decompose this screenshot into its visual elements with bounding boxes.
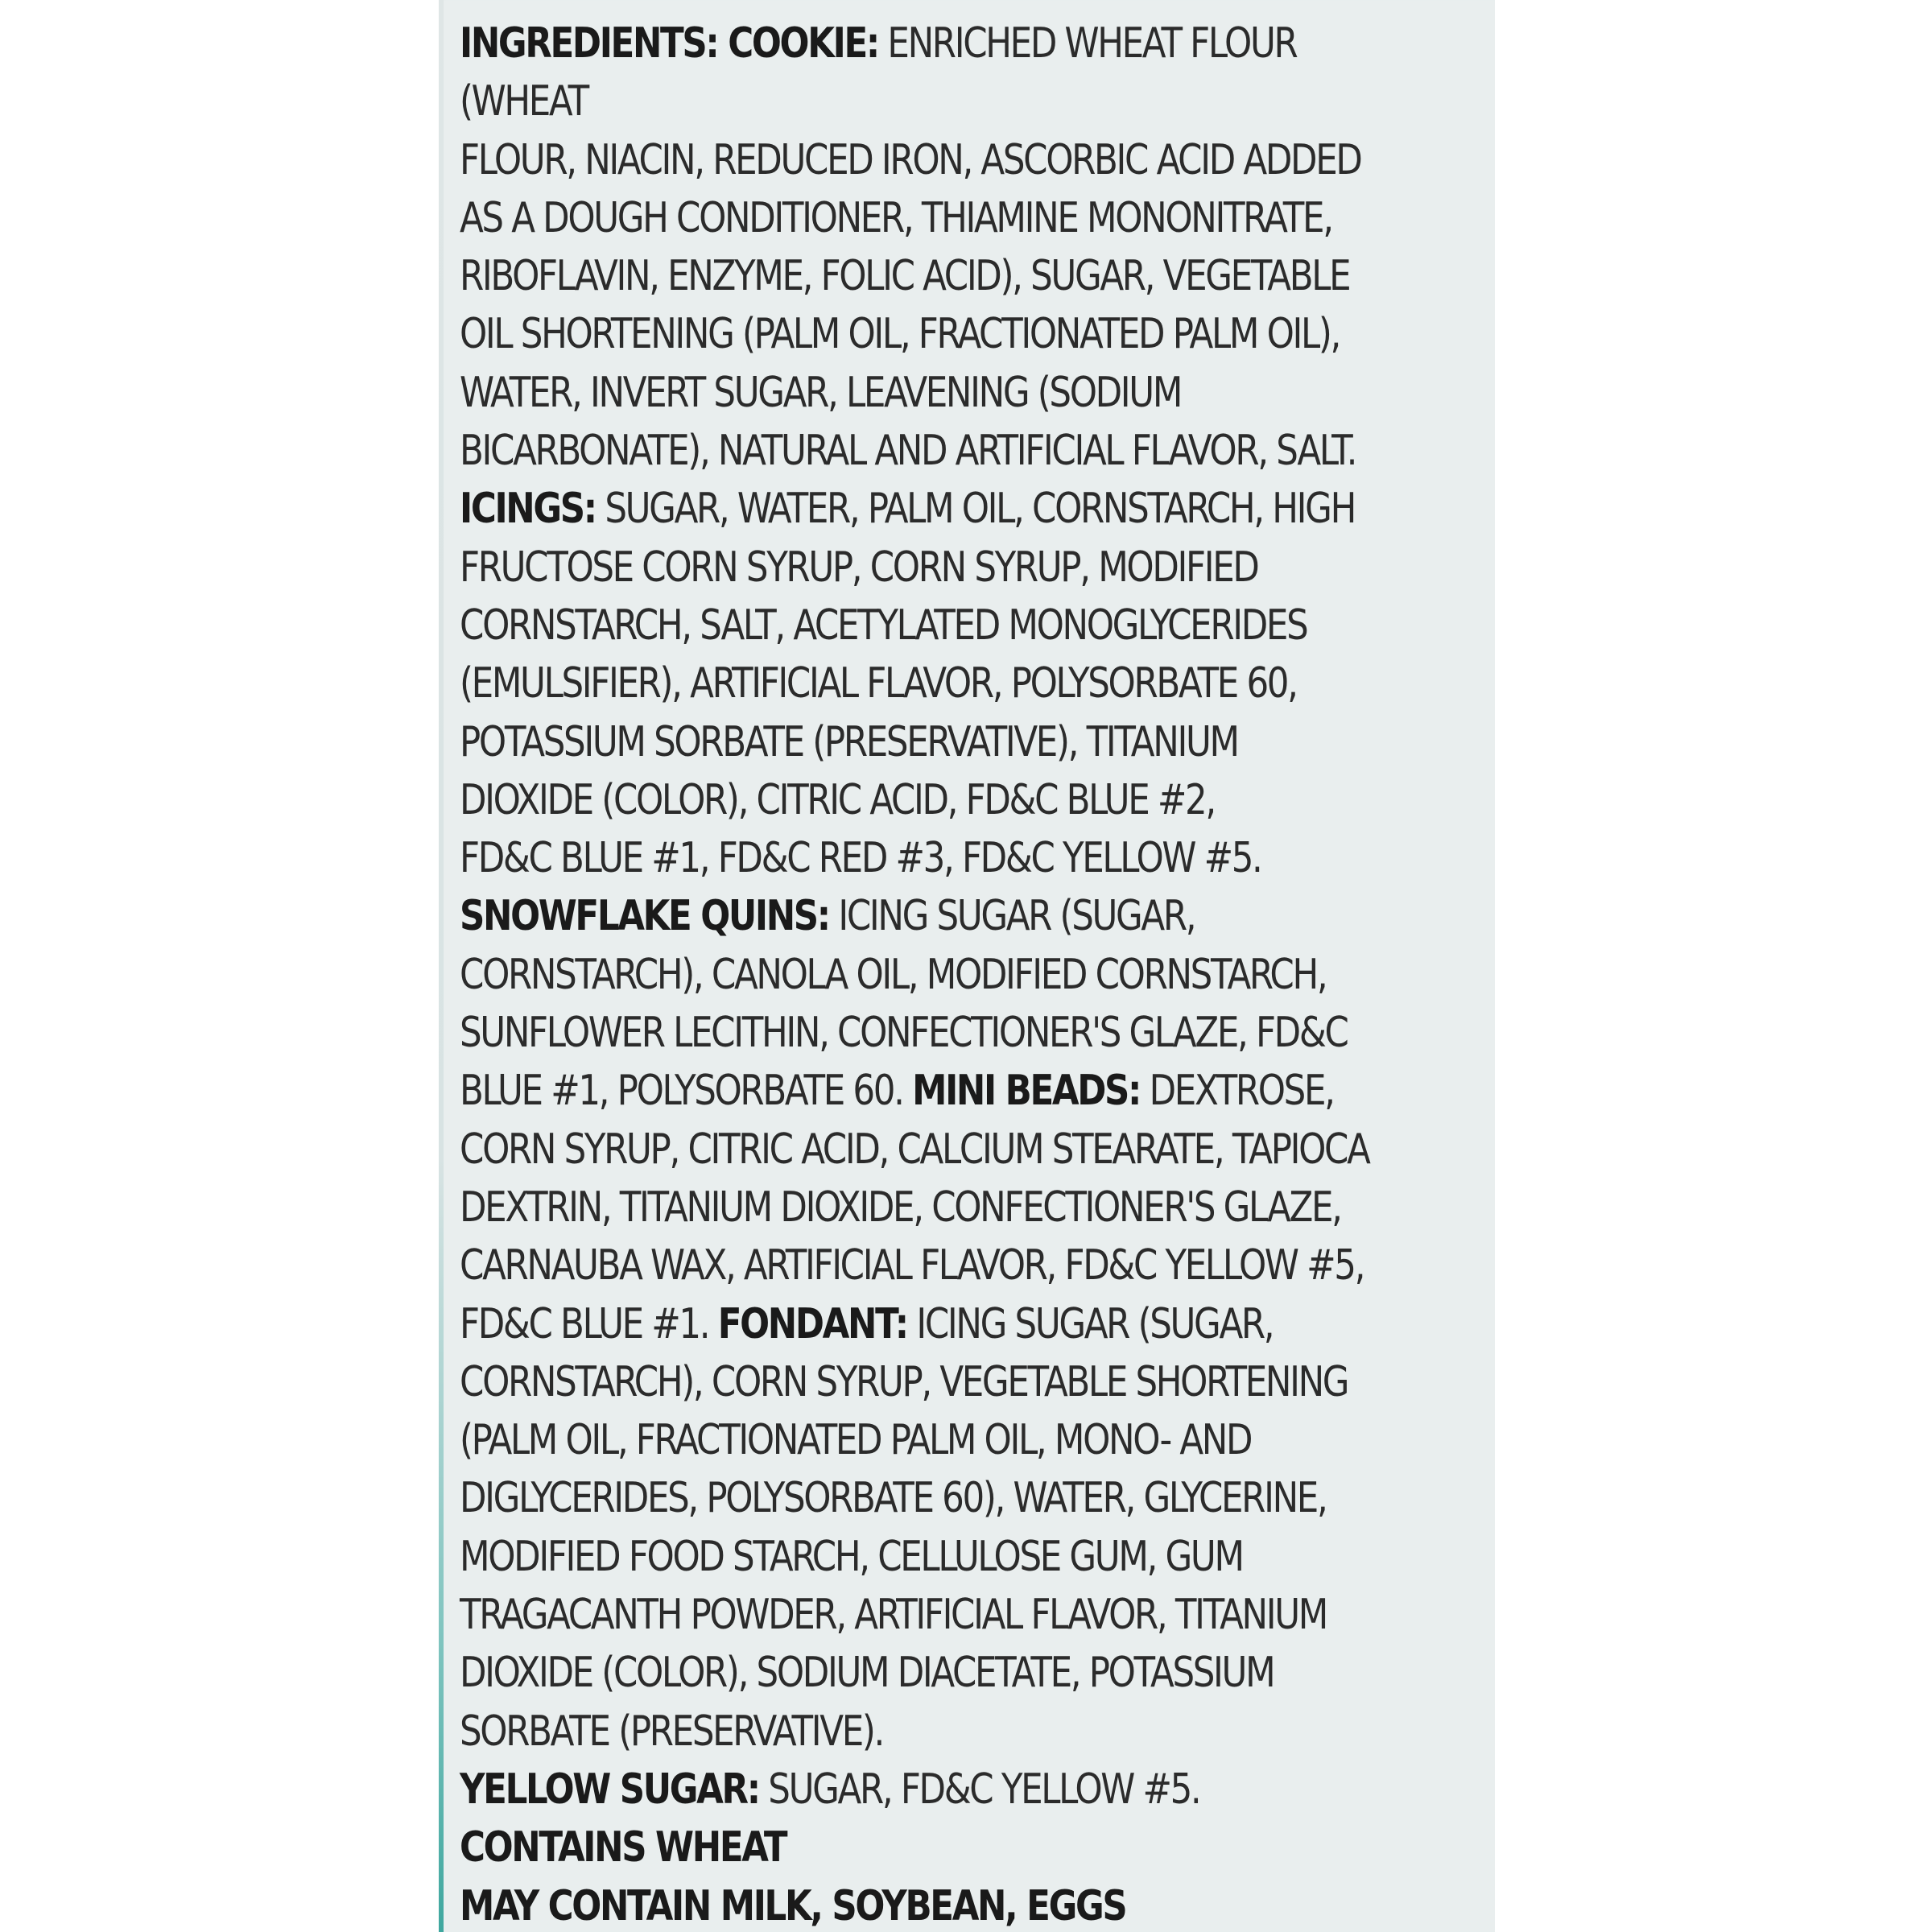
ingredient-line <box>460 597 1410 654</box>
section-heading: INGREDIENTS: COOKIE: <box>460 19 878 68</box>
ingredient-text: (PALM OIL, FRACTIONATED PALM OIL, MONO- AND <box>460 1416 1252 1465</box>
ingredient-line <box>460 654 1410 712</box>
ingredient-line <box>460 305 1410 363</box>
section-heading: YELLOW SUGAR: <box>460 1765 759 1814</box>
ingredient-text: DIGLYCERIDES, POLYSORBATE 60), WATER, GLYCERINE, <box>460 1474 1327 1523</box>
section-heading: MAY CONTAIN MILK, SOYBEAN, EGGS <box>460 1881 1126 1930</box>
ingredient-text: CORNSTARCH, SALT, ACETYLATED MONOGLYCERIDES <box>460 601 1307 650</box>
ingredients-label <box>460 14 1410 1932</box>
ingredient-line <box>460 771 1410 829</box>
ingredient-line <box>460 189 1410 247</box>
ingredient-text: FD&C BLUE #1. <box>460 1299 718 1348</box>
ingredient-text: SUNFLOWER LECITHIN, CONFECTIONER'S GLAZE, FD&C <box>460 1009 1348 1058</box>
ingredient-text: DEXTROSE, <box>1140 1067 1334 1116</box>
ingredient-line <box>460 1062 1410 1120</box>
ingredient-text: TRAGACANTH POWDER, ARTIFICIAL FLAVOR, TITANIUM <box>460 1591 1327 1640</box>
ingredient-line <box>460 14 1410 131</box>
ingredient-line <box>460 887 1410 945</box>
ingredient-line <box>460 1411 1410 1469</box>
ingredient-line <box>460 131 1410 189</box>
ingredient-text: CORNSTARCH), CANOLA OIL, MODIFIED CORNSTARCH, <box>460 950 1327 999</box>
ingredient-line <box>460 946 1410 1004</box>
ingredient-text: SUGAR, WATER, PALM OIL, CORNSTARCH, HIGH <box>595 485 1355 534</box>
ingredient-line <box>460 1121 1410 1179</box>
ingredient-line <box>460 364 1410 422</box>
ingredient-text: BLUE #1, POLYSORBATE 60. <box>460 1067 913 1116</box>
ingredient-text: CORN SYRUP, CITRIC ACID, CALCIUM STEARATE, TAPIOCA <box>460 1125 1369 1174</box>
ingredient-line <box>460 1761 1410 1818</box>
ingredient-line <box>460 247 1410 305</box>
ingredient-line <box>460 1703 1410 1761</box>
ingredient-line <box>460 480 1410 538</box>
ingredient-line <box>460 1818 1410 1876</box>
ingredient-text: BICARBONATE), NATURAL AND ARTIFICIAL FLAVOR, SALT. <box>460 427 1356 476</box>
ingredients-panel <box>439 0 1495 1932</box>
ingredient-text: RIBOFLAVIN, ENZYME, FOLIC ACID), SUGAR, VEGETABLE <box>460 252 1350 301</box>
ingredient-line <box>460 1528 1410 1586</box>
section-heading: SNOWFLAKE QUINS: <box>460 892 829 941</box>
ingredient-line <box>460 1644 1410 1702</box>
ingredient-text: (EMULSIFIER), ARTIFICIAL FLAVOR, POLYSORBATE 60, <box>460 659 1297 708</box>
ingredient-text: CARNAUBA WAX, ARTIFICIAL FLAVOR, FD&C YELLOW #5, <box>460 1241 1364 1290</box>
ingredient-text: ENRICHED WHEAT FLOUR (WHEAT <box>460 19 1297 126</box>
ingredient-text: SORBATE (PRESERVATIVE). <box>460 1707 884 1756</box>
ingredient-text: FD&C BLUE #1, FD&C RED #3, FD&C YELLOW #5. <box>460 834 1261 883</box>
ingredient-text: MODIFIED FOOD STARCH, CELLULOSE GUM, GUM <box>460 1532 1243 1581</box>
ingredient-text: OIL SHORTENING (PALM OIL, FRACTIONATED PALM OIL), <box>460 310 1340 359</box>
section-heading: MINI BEADS: <box>912 1067 1141 1116</box>
ingredient-text: CORNSTARCH), CORN SYRUP, VEGETABLE SHORTENING <box>460 1357 1348 1406</box>
ingredient-text: ICING SUGAR (SUGAR, <box>828 892 1195 941</box>
ingredient-line <box>460 539 1410 597</box>
ingredient-text: ICING SUGAR (SUGAR, <box>906 1299 1274 1348</box>
ingredient-text: AS A DOUGH CONDITIONER, THIAMINE MONONITRATE, <box>460 193 1332 242</box>
ingredient-line <box>460 1469 1410 1527</box>
ingredient-text: FRUCTOSE CORN SYRUP, CORN SYRUP, MODIFIED <box>460 543 1258 592</box>
section-heading: FONDANT: <box>717 1299 907 1348</box>
ingredient-text: DEXTRIN, TITANIUM DIOXIDE, CONFECTIONER'S GLAZE, <box>460 1183 1341 1232</box>
ingredient-line <box>460 1295 1410 1353</box>
section-heading: ICINGS: <box>460 485 596 534</box>
ingredient-line <box>460 829 1410 887</box>
ingredient-text: WATER, INVERT SUGAR, LEAVENING (SODIUM <box>460 368 1182 417</box>
ingredient-line <box>460 1004 1410 1062</box>
ingredient-line <box>460 1236 1410 1294</box>
ingredient-line <box>460 1586 1410 1644</box>
ingredient-text: FLOUR, NIACIN, REDUCED IRON, ASCORBIC ACID ADDED <box>460 135 1361 184</box>
ingredient-line <box>460 1353 1410 1411</box>
ingredient-line <box>460 713 1410 771</box>
ingredient-line <box>460 1179 1410 1236</box>
ingredient-text: DIOXIDE (COLOR), SODIUM DIACETATE, POTASSIUM <box>460 1649 1274 1698</box>
ingredient-line <box>460 422 1410 480</box>
ingredient-text: SUGAR, FD&C YELLOW #5. <box>758 1765 1200 1814</box>
ingredient-line <box>460 1877 1410 1932</box>
ingredient-text: POTASSIUM SORBATE (PRESERVATIVE), TITANIUM <box>460 717 1238 766</box>
ingredient-text: DIOXIDE (COLOR), CITRIC ACID, FD&C BLUE #2, <box>460 775 1215 824</box>
section-heading: CONTAINS WHEAT <box>460 1823 786 1872</box>
